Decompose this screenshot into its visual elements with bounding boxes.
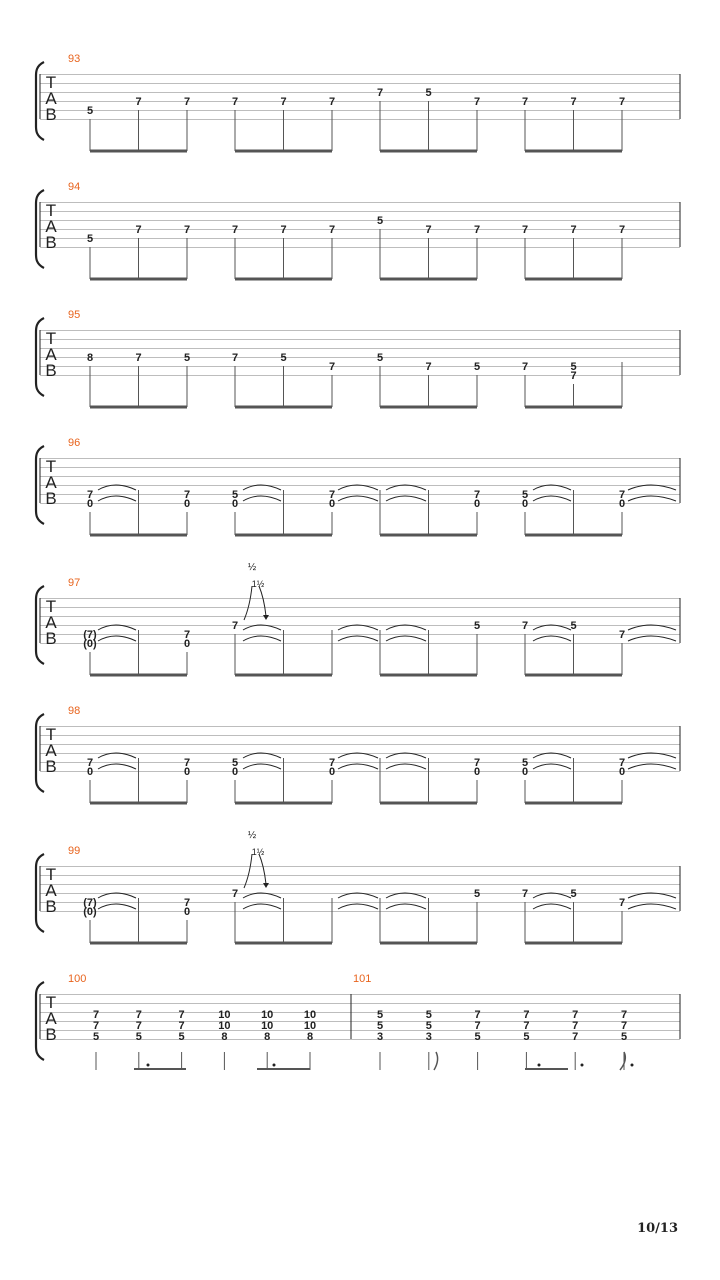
fret-number: 7 <box>328 757 336 769</box>
bend-half-label: ½ <box>247 830 257 841</box>
fret-number: 7 <box>183 224 191 236</box>
tie-arc <box>628 764 676 769</box>
tie-arc <box>628 496 676 501</box>
fret-number: 5 <box>521 489 529 501</box>
fret-number: 7 <box>521 620 529 632</box>
tie-arc <box>338 496 378 501</box>
fret-number: 10 <box>218 1020 231 1032</box>
fret-number: 3 <box>376 1031 384 1043</box>
fret-number: 5 <box>92 1031 100 1043</box>
tie-arc <box>243 904 281 909</box>
fret-number: 7 <box>570 370 577 382</box>
tie-arc <box>386 636 426 641</box>
fret-number: 5 <box>376 1020 384 1032</box>
tab-clef-letter: B <box>45 897 57 916</box>
system-2 <box>36 190 680 279</box>
tie-arc <box>386 764 426 769</box>
fret-number: 7 <box>620 1020 628 1032</box>
fret-number: 5 <box>425 1009 432 1021</box>
bend-release-curve <box>259 586 266 616</box>
measure-number: 95 <box>68 309 81 321</box>
fret-number: 7 <box>183 757 191 769</box>
tab-clef-letter: A <box>45 741 57 760</box>
fret-number: 10 <box>261 1020 274 1032</box>
tie-arc <box>338 764 378 769</box>
fret-number: 7 <box>92 1020 100 1032</box>
fret-number: 5 <box>183 352 191 364</box>
fret-number: 7 <box>523 1009 530 1021</box>
fret-number: 0 <box>521 766 529 778</box>
fret-number: 7 <box>231 620 239 632</box>
fret-number: 0 <box>618 498 626 510</box>
fret-number: 7 <box>135 1009 142 1021</box>
note-flag <box>434 1052 438 1070</box>
fret-number: 7 <box>183 897 191 909</box>
fret-number: 7 <box>521 361 529 373</box>
fret-number: 7 <box>521 888 529 900</box>
fret-number: 7 <box>572 1031 579 1043</box>
system-7 <box>36 854 680 943</box>
tab-clef-letter: B <box>45 757 57 776</box>
tie-arc <box>243 636 281 641</box>
tab-clef-letter: T <box>45 457 57 476</box>
measure-number: 96 <box>68 437 81 449</box>
fret-number: 7 <box>572 1020 579 1032</box>
tie-arc <box>628 904 676 909</box>
fret-number: 5 <box>570 888 577 900</box>
bend-release-curve <box>259 854 266 884</box>
fret-number: 0 <box>231 766 239 778</box>
fret-number: 7 <box>473 224 481 236</box>
fret-number: 3 <box>425 1031 432 1043</box>
fret-number: 7 <box>425 224 432 236</box>
fret-number: 7 <box>86 489 94 501</box>
tab-clef-letter: T <box>45 993 57 1012</box>
fret-number: 7 <box>473 757 481 769</box>
fret-number: 7 <box>618 897 626 909</box>
bend-amount-label: 1½ <box>251 847 265 857</box>
tie-arc <box>338 904 378 909</box>
fret-number: 0 <box>183 766 191 778</box>
fret-number: 5 <box>231 489 239 501</box>
tie-arc <box>533 636 571 641</box>
fret-number: 0 <box>86 498 94 510</box>
note-flag <box>620 1052 625 1070</box>
tab-clef-letter: A <box>45 217 57 236</box>
measure-number: 100 <box>68 973 87 985</box>
fret-number: 7 <box>178 1009 185 1021</box>
tie-arc <box>628 636 676 641</box>
fret-number: 7 <box>473 96 481 108</box>
fret-number: 7 <box>183 629 191 641</box>
system-3 <box>36 318 680 407</box>
fret-number: 8 <box>306 1031 314 1043</box>
fret-number: 0 <box>618 766 626 778</box>
tie-arc <box>338 636 378 641</box>
tab-clef-letter: B <box>45 489 57 508</box>
fret-number: 5 <box>86 105 94 117</box>
tab-clef-letter: B <box>45 105 57 124</box>
tab-clef-letter: T <box>45 865 57 884</box>
fret-number: 0 <box>231 498 239 510</box>
fret-number: 7 <box>618 224 626 236</box>
fret-number: 7 <box>570 224 577 236</box>
tab-clef-letter: A <box>45 613 57 632</box>
bend-arrow <box>263 883 269 888</box>
fret-number: 7 <box>328 224 336 236</box>
dot-mark <box>581 1064 584 1067</box>
fret-number: 8 <box>264 1031 271 1043</box>
fret-number: 7 <box>135 96 142 108</box>
page-number: 10/13 <box>637 1221 678 1236</box>
fret-number: 5 <box>474 1031 481 1043</box>
tie-arc <box>243 764 281 769</box>
fret-number: 7 <box>376 87 384 99</box>
fret-number: 5 <box>521 757 529 769</box>
fret-number: 0 <box>86 766 94 778</box>
tab-clef-letter: T <box>45 597 57 616</box>
bend-curve <box>244 854 252 888</box>
fret-number: 7 <box>280 224 287 236</box>
tie-arc <box>386 904 426 909</box>
tie-arc <box>98 636 136 641</box>
dot-mark <box>147 1064 150 1067</box>
fret-number: 7 <box>474 1009 481 1021</box>
fret-number: 5 <box>178 1031 185 1043</box>
tab-clef-letter: B <box>45 1025 57 1044</box>
measure-number: 98 <box>68 705 81 717</box>
fret-number: 7 <box>474 1020 481 1032</box>
fret-number: (0) <box>83 906 97 918</box>
fret-number: 7 <box>618 629 626 641</box>
tab-clef-letter: A <box>45 881 57 900</box>
tab-clef-letter: B <box>45 361 57 380</box>
fret-number: 5 <box>523 1031 530 1043</box>
system-8 <box>36 982 680 1070</box>
fret-number: 5 <box>473 888 481 900</box>
fret-number: 5 <box>376 1009 384 1021</box>
fret-number: 7 <box>92 1009 100 1021</box>
bend-arrow <box>263 615 269 620</box>
measure-number: 99 <box>68 845 81 857</box>
fret-number: 5 <box>280 352 287 364</box>
fret-number: 0 <box>473 498 481 510</box>
fret-number: 7 <box>86 757 94 769</box>
tie-arc <box>243 496 281 501</box>
tab-clef-letter: B <box>45 629 57 648</box>
fret-number: 7 <box>618 489 626 501</box>
fret-number: 8 <box>86 352 94 364</box>
fret-number: 7 <box>231 96 239 108</box>
tab-clef-letter: T <box>45 201 57 220</box>
tie-arc <box>386 496 426 501</box>
fret-number: 7 <box>280 96 287 108</box>
fret-number: 7 <box>178 1020 185 1032</box>
fret-number: 7 <box>328 96 336 108</box>
fret-number: 0 <box>183 638 191 650</box>
fret-number: 7 <box>572 1009 579 1021</box>
measure-number: 97 <box>68 577 81 589</box>
fret-number: 7 <box>231 352 239 364</box>
measure-number: 93 <box>68 53 81 65</box>
fret-number: 8 <box>221 1031 228 1043</box>
fret-number: (0) <box>83 638 97 650</box>
system-5 <box>36 586 680 675</box>
fret-number: 7 <box>521 96 529 108</box>
fret-number: 0 <box>473 766 481 778</box>
tie-arc <box>533 764 571 769</box>
system-4 <box>36 446 680 535</box>
fret-number: 0 <box>328 766 336 778</box>
dot-mark <box>631 1064 634 1067</box>
measure-number: 101 <box>353 973 372 985</box>
fret-number: 5 <box>86 233 94 245</box>
fret-number: 7 <box>183 489 191 501</box>
tab-clef-letter: A <box>45 473 57 492</box>
tab-clef-letter: A <box>45 1009 57 1028</box>
fret-number: 7 <box>231 888 239 900</box>
fret-number: (7) <box>83 897 97 909</box>
tab-clef-letter: B <box>45 233 57 252</box>
tie-arc <box>533 904 571 909</box>
fret-number: 7 <box>328 489 336 501</box>
fret-number: 10 <box>261 1009 274 1021</box>
tie-arc <box>98 496 136 501</box>
tab-clef-letter: T <box>45 73 57 92</box>
fret-number: 5 <box>376 352 384 364</box>
fret-number: 7 <box>523 1020 530 1032</box>
fret-number: 7 <box>135 352 142 364</box>
fret-number: 7 <box>231 224 239 236</box>
system-6 <box>36 714 680 803</box>
bend-curve <box>244 586 252 620</box>
dot-mark <box>273 1064 276 1067</box>
tie-arc <box>533 496 571 501</box>
tab-clef-letter: T <box>45 725 57 744</box>
fret-number: 10 <box>303 1020 317 1032</box>
fret-number: 7 <box>328 361 336 373</box>
fret-number: 10 <box>218 1009 231 1021</box>
fret-number: 5 <box>473 361 481 373</box>
fret-number: 0 <box>328 498 336 510</box>
tie-arc <box>98 904 136 909</box>
dot-mark <box>538 1064 541 1067</box>
fret-number: 7 <box>570 96 577 108</box>
system-1 <box>36 62 680 151</box>
fret-number: 7 <box>618 757 626 769</box>
bend-amount-label: 1½ <box>251 579 265 589</box>
fret-number: 0 <box>183 906 191 918</box>
fret-number: 10 <box>303 1009 317 1021</box>
fret-number: (7) <box>83 629 97 641</box>
fret-number: 7 <box>473 489 481 501</box>
tab-clef-letter: A <box>45 89 57 108</box>
fret-number: 0 <box>521 498 529 510</box>
fret-number: 7 <box>620 1009 628 1021</box>
tab-clef-letter: T <box>45 329 57 348</box>
measure-number: 94 <box>68 181 81 193</box>
fret-number: 0 <box>183 498 191 510</box>
fret-number: 5 <box>570 361 577 373</box>
fret-number: 7 <box>135 224 142 236</box>
fret-number: 7 <box>618 96 626 108</box>
fret-number: 5 <box>570 620 577 632</box>
fret-number: 7 <box>183 96 191 108</box>
fret-number: 5 <box>425 1020 432 1032</box>
fret-number: 7 <box>521 224 529 236</box>
fret-number: 5 <box>425 87 432 99</box>
fret-number: 5 <box>376 215 384 227</box>
fret-number: 5 <box>473 620 481 632</box>
fret-number: 5 <box>135 1031 142 1043</box>
tab-clef-letter: A <box>45 345 57 364</box>
fret-number: 5 <box>620 1031 628 1043</box>
tie-arc <box>98 764 136 769</box>
bend-half-label: ½ <box>247 562 257 573</box>
fret-number: 7 <box>135 1020 142 1032</box>
fret-number: 7 <box>425 361 432 373</box>
fret-number: 5 <box>231 757 239 769</box>
